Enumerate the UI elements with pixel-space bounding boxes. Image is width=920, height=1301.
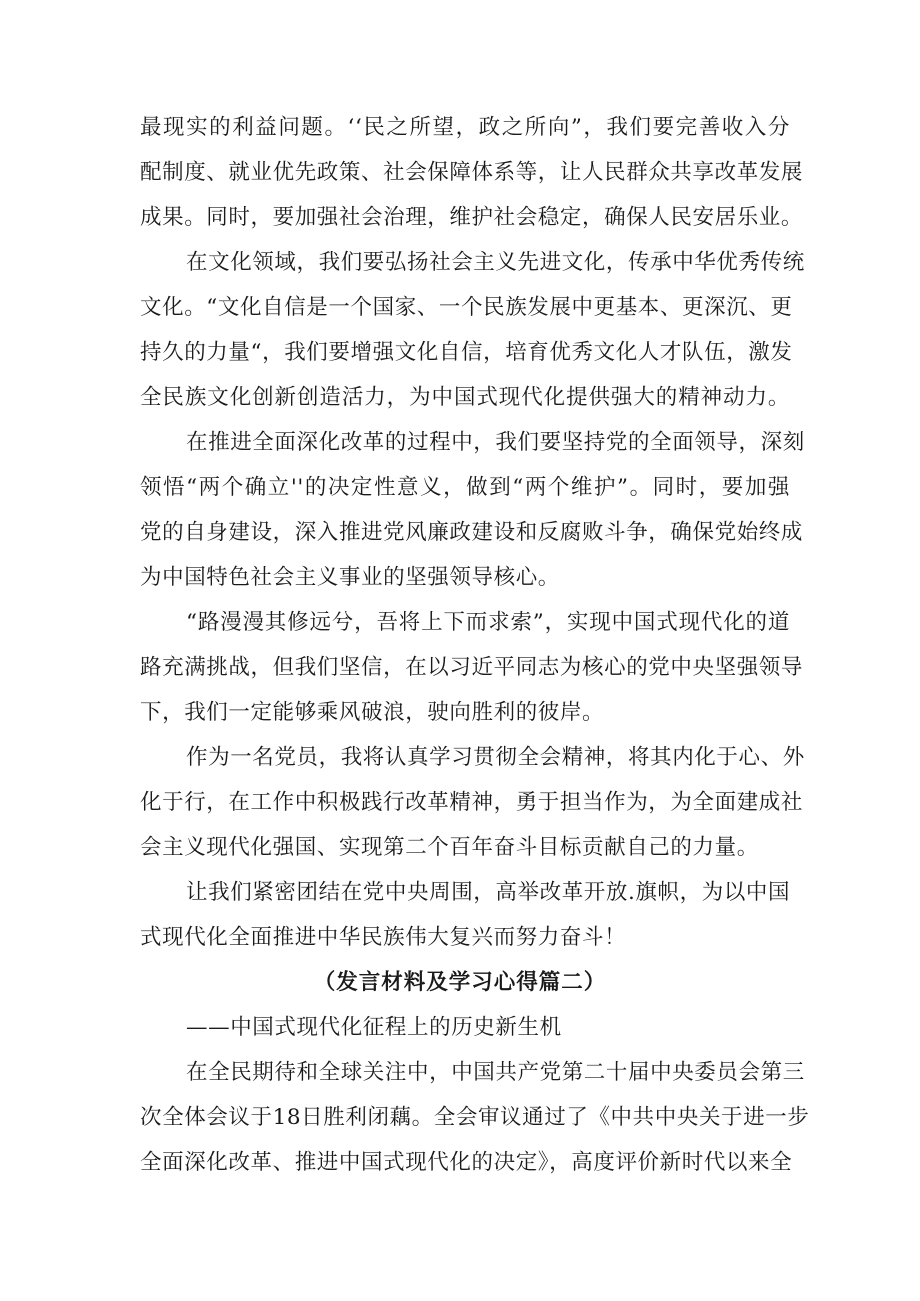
paragraph-line: 让我们紧密团结在党中央周围，高举改革开放.旗帜，为以中国 <box>186 880 791 905</box>
paragraph-line: 文化。“文化自信是一个国家、一个民族发展中更基本、更深沉、更 <box>140 295 793 320</box>
paragraph-line: 为中国特色社会主义事业的坚强领导核心。 <box>140 565 560 590</box>
subtitle: ——中国式现代化征程上的历史新生机 <box>186 1015 562 1040</box>
paragraph-line: 下，我们一定能够乘风破浪，驶向胜利的彼岸。 <box>140 700 605 725</box>
paragraph-line: 党的自身建设，深入推进党风廉政建设和反腐败斗争，确保党始终成 <box>140 520 804 545</box>
paragraph-line: 化于行，在工作中积极践行改革精神，勇于担当作为，为全面建成社 <box>140 790 804 815</box>
paragraph-line: 最现实的利益问题。‘‘民之所望，政之所向”，我们要完善收入分 <box>140 115 790 140</box>
paragraph-line: 全民族文化创新创造活力，为中国式现代化提供强大的精神动力。 <box>140 385 790 410</box>
paragraph-line: 在文化领域，我们要弘扬社会主义先进文化，传承中华优秀传统 <box>186 250 805 275</box>
paragraph-line: 会主义现代化强国、实现第二个百年奋斗目标贡献自己的力量。 <box>140 835 759 860</box>
paragraph-line: 在推进全面深化改革的过程中，我们要坚持党的全面领导，深刻 <box>186 430 805 455</box>
paragraph-line: 全面深化改革、推进中国式现代化的决定》，高度评价新时代以来全 <box>140 1150 793 1175</box>
paragraph-line: “路漫漫其修远兮，吾将上下而求索”，实现中国式现代化的道 <box>186 610 790 635</box>
paragraph-line: 路充满挑战，但我们坚信，在以习近平同志为核心的党中央坚强领导 <box>140 655 804 680</box>
paragraph-line: 在全民期待和全球关注中，中国共产党第二十届中央委员会第三 <box>186 1060 805 1085</box>
paragraph-line: 领悟“两个确立''的决定性意义，做到“两个维护”。同时，要加强 <box>140 475 790 500</box>
paragraph-line: 次全体会议于18日胜利闭藕。全会审议通过了《中共中央关于进一步 <box>140 1105 810 1130</box>
paragraph-line: 成果。同时，要加强社会治理，维护社会稳定，确保人民安居乐业。 <box>140 205 804 230</box>
paragraph-line: 作为一名党员，我将认真学习贯彻全会精神，将其内化于心、外 <box>186 745 805 770</box>
paragraph-line: 持久的力量“，我们要增强文化自信，培育优秀文化人才队伍，激发 <box>140 340 793 365</box>
section-heading: （发言材料及学习心得篇二） <box>313 970 607 995</box>
paragraph-line: 配制度、就业优先政策、社会保障体系等，让人民群众共享改革发展 <box>140 160 804 185</box>
paragraph-line: 式现代化全面推进中华民族伟大复兴而努力奋斗！ <box>140 925 627 950</box>
